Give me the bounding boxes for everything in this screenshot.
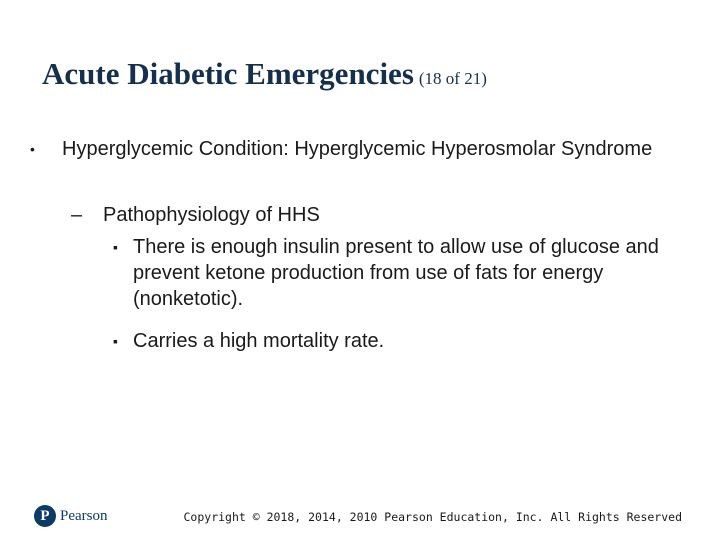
bullet-level3-text: There is enough insulin present to allow use of glucose and prevent ketone production from use of fats for energy (nonketotic). — [133, 236, 659, 310]
bullet-square: ▪ — [113, 333, 118, 349]
slide-counter: (18 of 21) — [418, 69, 487, 88]
pearson-logo-wordmark: Pearson — [60, 507, 108, 524]
bullet-level3-text: Carries a high mortality rate. — [133, 330, 385, 352]
pearson-logo — [34, 505, 108, 527]
bullet-square: ▪ — [113, 239, 118, 255]
bullet-dash: – — [71, 204, 83, 226]
bullet-dot: • — [30, 141, 35, 157]
pearson-logo-icon: P — [34, 505, 56, 527]
copyright-notice: Copyright © 2018, 2014, 2010 Pearson Education, Inc. All Rights Reserved — [183, 510, 682, 524]
bullet-level1-text: Hyperglycemic Condition: Hyperglycemic Hyperosmolar Syndrome — [62, 138, 653, 160]
title-text: Acute Diabetic Emergencies — [42, 56, 414, 91]
bullet-level2-text: Pathophysiology of HHS — [103, 204, 320, 226]
slide-title — [42, 56, 487, 92]
